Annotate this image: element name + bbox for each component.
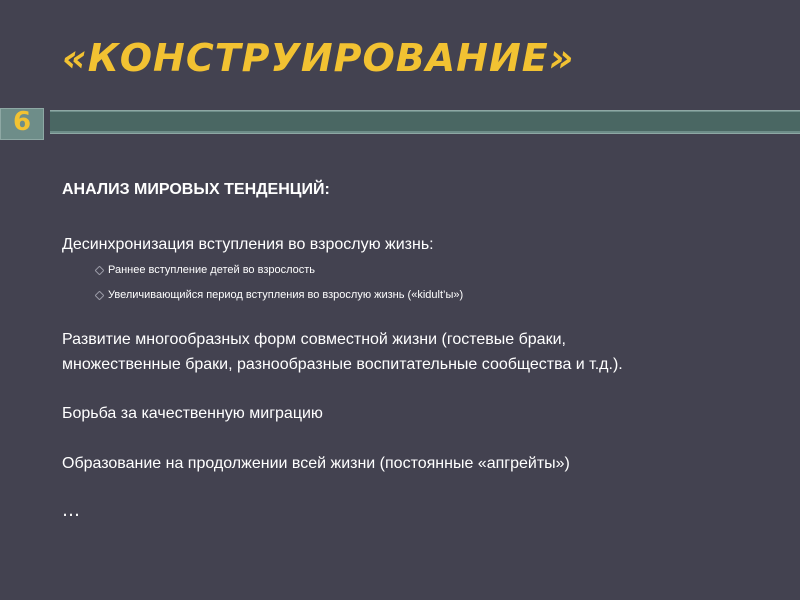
trend-lifelong-learning: Образование на продолжении всей жизни (постоянные «апгрейты»)	[62, 455, 570, 472]
trend-migration: Борьба за качественную миграцию	[62, 405, 323, 422]
trend-cohabitation-line2: множественные браки, разнообразные воспитательные сообщества и т.д.).	[62, 356, 623, 373]
header-bar-inner	[50, 112, 800, 131]
ellipsis: …	[62, 500, 82, 521]
trend-desync: Десинхронизация вступления во взрослую жизнь:	[62, 236, 434, 253]
sub-item-early-adulthood: Раннее вступление детей во взрослость	[108, 264, 316, 276]
sub-item-kidults: Увеличивающийся период вступления во взрослую жизнь («kidult’ы»)	[108, 289, 464, 301]
slide-title: «КОНСТРУИРОВАНИЕ»	[62, 36, 575, 80]
trend-cohabitation-line1: Развитие многообразных форм совместной жизни (гостевые браки,	[62, 331, 566, 348]
sub-bullet-icon	[95, 266, 105, 276]
sub-bullet-icon	[95, 291, 105, 301]
section-heading: АНАЛИЗ МИРОВЫХ ТЕНДЕНЦИЙ:	[62, 181, 330, 198]
slide-number: 6	[13, 107, 32, 137]
